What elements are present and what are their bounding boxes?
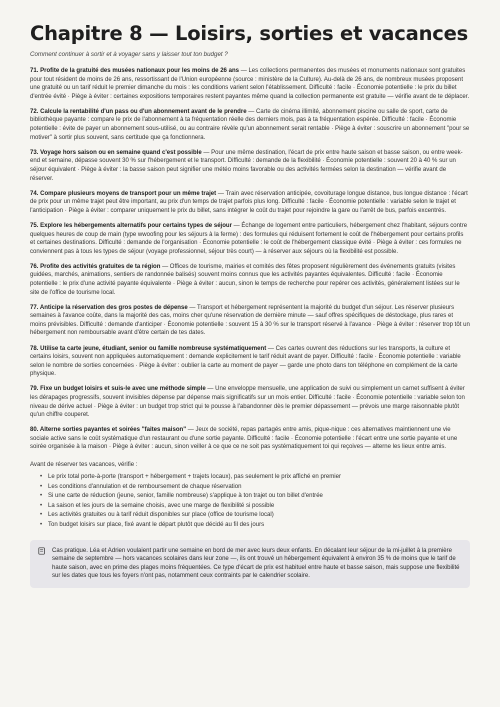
tip-item (30, 222, 470, 256)
checklist-item: • La saison et les jours de la semaine choisis, avec une marge de flexibilité si possible (40, 502, 470, 512)
tip-item (30, 345, 470, 379)
tip-item (30, 426, 470, 452)
checklist-item: • Le prix total porte-à-porte (transport + hébergement + trajets locaux), pas seulement le prix affiché en premier (40, 473, 470, 483)
tip-heading: 76. Profite des activités gratuites de ta région (30, 263, 161, 270)
tip-heading: 78. Utilise ta carte jeune, étudiant, senior ou famille nombreuse systématiquement (30, 345, 267, 352)
tip-heading: 75. Explore les hébergements alternatifs pour certains types de séjour (30, 222, 232, 229)
tip-body: — Carte de cinéma illimité, abonnement piscine ou salle de sport, carte de bibliothèque payante : compare le prix de l'abonnement à ta fréquentation réelle des derniers mois, pas à ta fréquentation espérée. Difficulté : facile · Économie potentielle : évite de payer un abonnement sous-utilisé, ou au contraire révèle qu'un abonnement serait rentable · Piège à éviter : souscrire un abonnement "pour se motiver" à sortir plus souvent, sans certitude que ça fonctionnera. (30, 108, 470, 141)
tip-heading: 79. Fixe un budget loisirs et suis-le avec une méthode simple (30, 386, 206, 393)
tip-item (30, 263, 470, 297)
tip-body: — Pour une même destination, l'écart de prix entre haute saison et basse saison, ou entre week-end et semaine, dépasse souvent 30 % sur l'hébergement et le transport. Difficulté : demande de la flexibilité · Économie potentielle : souvent 20 à 40 % sur un séjour équivalent · Piège à éviter : la basse saison peut signifier une météo moins favorable ou des activités fermées selon la destination — vérifie avant de réserver. (30, 149, 463, 182)
checklist-item: • Les conditions d'annulation et de remboursement de chaque réservation (40, 483, 470, 493)
checklist-item: • Les activités gratuites ou à tarif réduit disponibles sur place (office de tourisme local) (40, 511, 470, 521)
case-study-box (30, 540, 470, 588)
note-icon (38, 547, 46, 555)
page-subtitle: Comment continuer à sortir et à voyager sans y laisser tout ton budget ? (30, 51, 228, 58)
checklist-item: • Si une carte de réduction (jeune, senior, famille nombreuse) s'applique à ton trajet ou ton billet d'entrée (40, 492, 470, 502)
tip-body: — Échange de logement entre particuliers, hébergement chez l'habitant, séjours contre quelques heures de coup de main (type wwoofing pour les séjours à la ferme) : des formules qui réduisent fortement le coût de l'hébergement pour certains profils et certaines destinations. Difficulté : demande de l'organisation · Économie potentielle : le coût de l'hébergement classique évité · Piège à éviter : ces formules ne conviennent pas à tous les types de séjour (voyage professionnel, séjour très court) — à réserver aux séjours où la flexibilité est possible. (30, 222, 468, 255)
tip-item (30, 190, 470, 216)
tip-heading: 77. Anticipe la réservation des gros postes de dépense (30, 304, 188, 311)
tip-heading: 73. Voyage hors saison ou en semaine quand c'est possible (30, 149, 202, 156)
tip-heading: 74. Compare plusieurs moyens de transport pour un même trajet (30, 190, 217, 197)
tip-body: — Ces cartes ouvrent des réductions sur les transports, la culture et certains loisirs, souvent non appliquées automatiquement : demande explicitement le tarif réduit avant de payer. Difficulté : facile · Économie potentielle : variable selon le nombre de sorties concernées · Piège à éviter : oublier la carte au moment de payer — garde une photo dans ton téléphone en complément de la carte physique. (30, 345, 461, 378)
checklist (30, 473, 470, 531)
tip-body: — Les collections permanentes des musées et monuments nationaux sont gratuites pour tout résident de moins de 26 ans, ressortissant de l'Union européenne (source : ministère de la Culture). Au-delà de 26 ans, de nombreux musées proposent une gratuité ou un tarif réduit le premier dimanche du mois : les conditions varient selon l'établissement. Difficulté : facile · Économie potentielle : le prix du billet d'entrée évité · Piège à éviter : certaines expositions temporaires restent payantes même quand la collection permanente est gratuite — vérifie avant de te déplacer. (30, 68, 470, 100)
tip-heading: 72. Calcule la rentabilité d'un pass ou d'un abonnement avant de le prendre (30, 108, 247, 115)
tip-item (30, 67, 470, 101)
page-title: Chapitre 8 — Loisirs, sorties et vacances (30, 22, 469, 45)
tip-item (30, 385, 470, 419)
checklist-intro: Avant de réserver tes vacances, vérifie : (30, 462, 138, 469)
tip-heading: 71. Profite de la gratuité des musées nationaux pour les moins de 26 ans (30, 68, 240, 74)
checklist-item: • Ton budget loisirs sur place, fixé avant le départ plutôt que décidé au fil des jours (40, 521, 470, 531)
tip-body: — Transport et hébergement représentent la majorité du budget d'un séjour. Les réserver plusieurs semaines à l'avance coûte, dans la majorité des cas, moins cher qu'une réservation de dernière minute — sauf offres spécifiques de déstockage, plus rares et moins prévisibles. Difficulté : demande d'anticiper · Économie potentielle : souvent 15 à 30 % sur le transport réservé à l'avance · Piège à éviter : réserver trop tôt un hébergement non remboursable avant d'être certain de tes dates. (30, 304, 470, 337)
tip-body: — Jeux de société, repas partagés entre amis, pique-nique : ces alternatives maintiennent une vie sociale active sans le coût systématique d'un restaurant ou d'une sortie payante. Difficulté : facile · Économie potentielle : l'écart entre une sortie payante et une soirée organisée à la maison · Piège à éviter : aucun, sinon veiller à ce que ce ne soit pas systématiquement toi qui reçoives — alterne les lieux entre amis. (30, 427, 458, 451)
case-study-text: Cas pratique. Léa et Adrien voulaient partir une semaine en bord de mer avec leurs deux enfants. En décalant leur séjour de la mi-juillet à la première semaine de septembre — hors vacances scolaires dans leur zone —, ils ont trouvé un hébergement équivalent à environ 35 % de moins que le tarif de haute saison, avec en prime des plages moins fréquentées. Ce type d'écart de prix est habituel entre haute et basse saison, mais suppose une flexibilité sur les dates que tous les foyers n'ont pas, notamment ceux contraints par le calendrier scolaire. (52, 547, 460, 580)
tip-item (30, 149, 470, 183)
tip-heading: 80. Alterne sorties payantes et soirées "faites maison" (30, 427, 187, 434)
tip-item (30, 108, 470, 142)
tip-body: — Train avec réservation anticipée, covoiturage longue distance, bus longue distance : l'écart de prix pour un même trajet peut être important, au prix d'un temps de trajet parfois plus long. Difficulté : facile · Économie potentielle : variable selon le trajet et l'anticipation · Piège à éviter : comparer uniquement le prix du billet, sans intégrer le coût du trajet pour rejoindre la gare ou l'arrêt de bus, parfois excentrés. (30, 190, 468, 214)
tips-list (30, 67, 470, 452)
tip-body: — Offices de tourisme, mairies et comités des fêtes proposent régulièrement des événements gratuits (visites guidées, marchés, animations, sentiers de randonnée balisés) souvent moins connus que les activités payantes équivalentes. Difficulté : facile · Économie potentielle : le prix d'une activité payante équivalente · Piège à éviter : aucun, sinon le temps de recherche pour repérer ces activités, généralement listées sur le site de l'office de tourisme local. (30, 263, 460, 296)
tip-body: — Une enveloppe mensuelle, une application de suivi ou simplement un carnet suffisent à éviter les dérapages progressifs, souvent invisibles dépense par dépense mais significatifs sur un mois entier. Difficulté : facile · Économie potentielle : variable selon ton niveau de dérive actuel · Piège à éviter : un budget trop strict qui te pousse à l'abandonner dès le premier dépassement — prévois une marge raisonnable plutôt qu'un chiffre couperet. (30, 386, 465, 419)
tip-item (30, 304, 470, 338)
